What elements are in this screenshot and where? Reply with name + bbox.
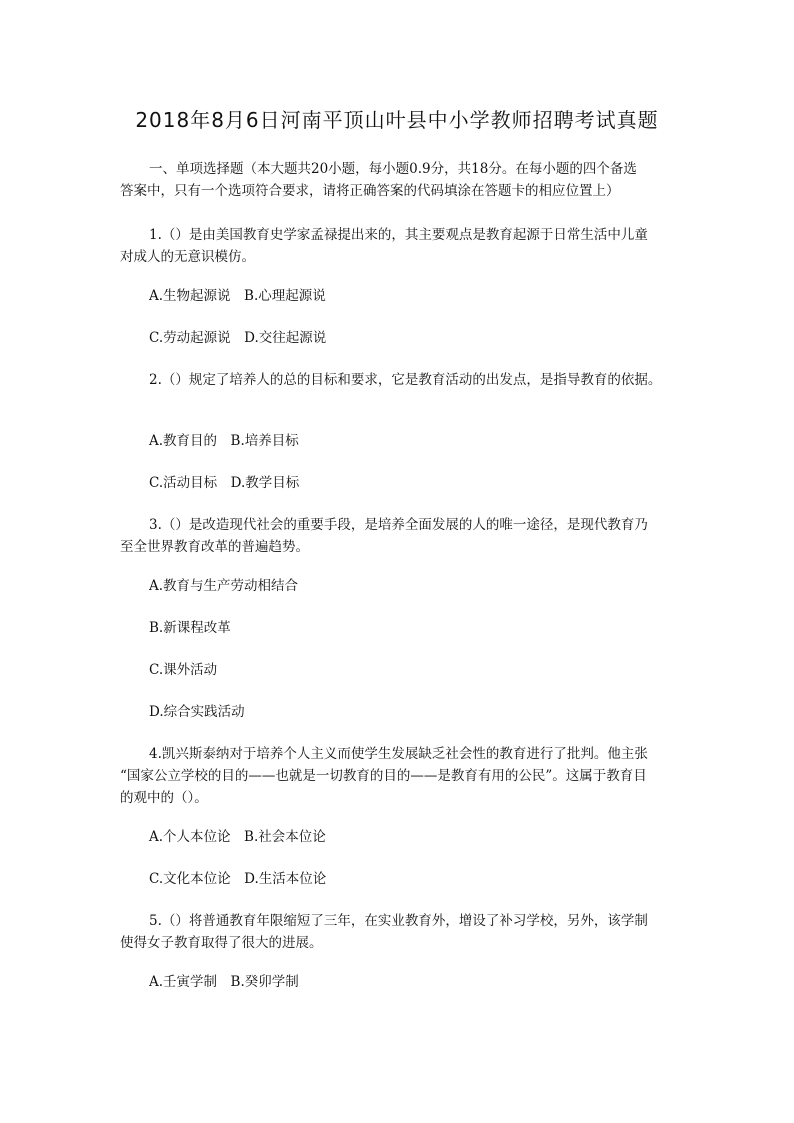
question-4-options-row-2: C.文化本位论 D.生活本位论 — [149, 871, 327, 887]
question-2-options-row-1: A.教育目的 B.培养目标 — [149, 433, 299, 449]
section-heading-line-2: 答案中，只有一个选项符合要求，请将正确答案的代码填涂在答题卡的相应位置上） — [120, 183, 620, 199]
question-3-option-c: C.课外活动 — [149, 662, 218, 678]
question-3-stem-line-2: 至全世界教育改革的普遍趋势。 — [120, 539, 309, 555]
question-1-options-row-1: A.生物起源说 B.心理起源说 — [149, 288, 326, 304]
question-3-option-a: A.教育与生产劳动相结合 — [149, 578, 299, 594]
question-5-options-row-1: A.壬寅学制 B.癸卯学制 — [149, 974, 299, 990]
question-2-options-row-2: C.活动目标 D.教学目标 — [149, 475, 300, 491]
question-5-stem-line-2: 使得女子教育取得了很大的进展。 — [120, 935, 323, 951]
question-3-option-d: D.综合实践活动 — [149, 704, 245, 720]
question-4-stem-line-3: 的观中的（）。 — [120, 790, 208, 806]
section-heading-line-1: 一、单项选择题（本大题共20小题，每小题0.9分，共18分。在每小题的四个备选 — [149, 161, 637, 177]
question-3-option-b: B.新课程改革 — [149, 620, 231, 636]
question-1-stem-line-2: 对成人的无意识模仿。 — [120, 249, 255, 265]
question-3-stem-line-1: 3.（）是改造现代社会的重要手段，是培养全面发展的人的唯一途径，是现代教育乃 — [149, 517, 648, 533]
question-4-stem-line-2: “国家公立学校的目的——也就是一切教育的目的——是教育有用的公民”。这属于教育目 — [120, 768, 647, 784]
question-4-options-row-1: A.个人本位论 B.社会本位论 — [149, 829, 326, 845]
question-4-stem-line-1: 4.凯兴斯泰纳对于培养个人主义而使学生发展缺乏社会性的教育进行了批判。他主张 — [149, 746, 648, 762]
page-title: 2018年8月6日河南平顶山叶县中小学教师招聘考试真题 — [135, 108, 659, 132]
question-2-stem-line-1: 2.（）规定了培养人的总的目标和要求，它是教育活动的出发点，是指导教育的依据。 — [149, 372, 662, 388]
question-1-options-row-2: C.劳动起源说 D.交往起源说 — [149, 330, 327, 346]
question-5-stem-line-1: 5.（）将普通教育年限缩短了三年，在实业教育外，增设了补习学校，另外，该学制 — [149, 913, 648, 929]
question-1-stem-line-1: 1.（）是由美国教育史学家孟禄提出来的，其主要观点是教育起源于日常生活中儿童 — [149, 227, 648, 243]
